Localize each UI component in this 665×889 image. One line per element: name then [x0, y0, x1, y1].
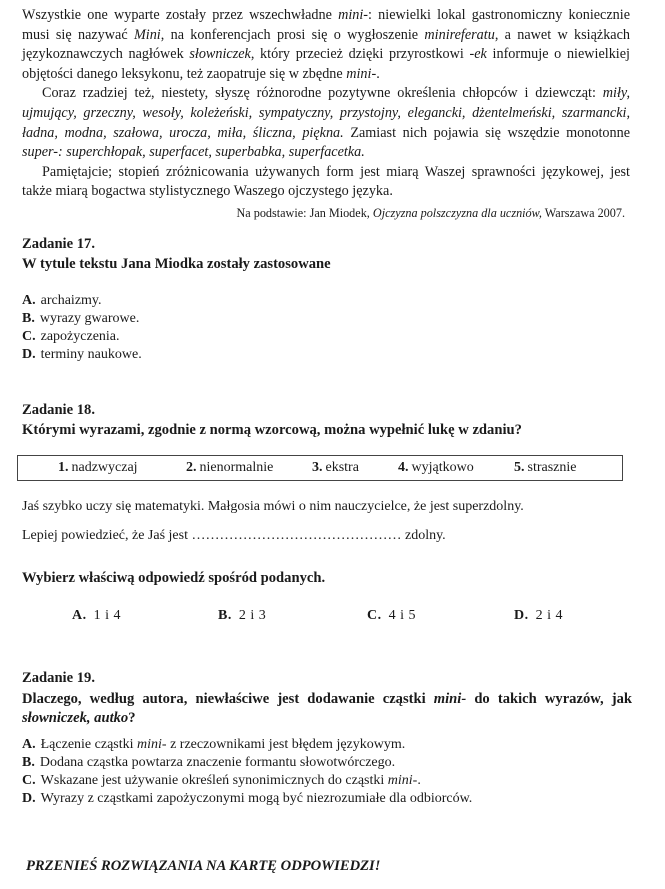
task-18-sentence-2: Lepiej powiedzieć, że Jaś jest ……………………………………… zdolny. — [22, 528, 446, 543]
passage-paragraph-2: Coraz rzadziej też, niestety, słyszę różnorodne pozytywne określenia chłopców i dziewcząt: miły, ujmujący, grzeczny, wesoły, koleżeński, sympatyczny, przystojny, elegancki, dżentelmeński, szarmancki, ładna, modna, szałowa, urocza, miła, śliczna, piękna. Zamiast nich pojawia się wszędzie monotonne super-: superchłopak, superfacet, superbabka, superfacetka. — [22, 85, 630, 161]
task-18-answer-b[interactable]: B. 2 i 3 — [218, 608, 267, 623]
task-17-option-c[interactable]: C. zapożyczenia. — [22, 329, 120, 344]
task-18-question: Którymi wyrazami, zgodnie z normą wzorcową, można wypełnić lukę w zdaniu? — [22, 422, 522, 438]
task-18-answer-c[interactable]: C. 4 i 5 — [367, 608, 417, 623]
word-bank-item: 3. ekstra — [312, 460, 359, 475]
task-19-option-a[interactable]: A. Łączenie cząstki mini- z rzeczownikami jest błędem językowym. — [22, 737, 406, 752]
word-bank-item: 1. nadzwyczaj — [58, 460, 138, 475]
task-19-question: Dlaczego, według autora, niewłaściwe jest dodawanie cząstki mini- do takich wyrazów, jak słowniczek, autko? — [22, 691, 632, 726]
task-18-instruction: Wybierz właściwą odpowiedź spośród podanych. — [22, 570, 326, 586]
word-bank-box — [17, 455, 623, 481]
task-17-question: W tytule tekstu Jana Miodka zostały zastosowane — [22, 256, 331, 272]
task-19-option-b[interactable]: B. Dodana cząstka powtarza znaczenie formantu słowotwórczego. — [22, 755, 396, 770]
passage-paragraph-1: Wszystkie one wyparte zostały przez wszechwładne mini-: niewielki lokal gastronomiczny koniecznie musi się nazywać Mini, na konferencjach prosi się o wygłoszenie minireferatu, a nawet w książkach językoznawczych nagłówek słowniczek, który przecież dzięki przyrostkowi -ek informuje o niewielkiej objętości danego leksykonu, też zaopatruje się w zbędne mini-. — [22, 7, 630, 82]
passage-paragraph-3: Pamiętajcie; stopień zróżnicowania używanych form jest miarą Waszej sprawności językowej, jest także miarą bogactwa stylistycznego Waszego ojczystego języka. — [22, 163, 630, 200]
task-18-answer-d[interactable]: D. 2 i 4 — [514, 608, 564, 623]
task-19-option-d[interactable]: D. Wyrazy z cząstkami zapożyczonymi mogą być niezrozumiałe dla odbiorców. — [22, 791, 473, 806]
word-bank-item: 4. wyjątkowo — [398, 460, 474, 475]
task-18-answer-a[interactable]: A. 1 i 4 — [72, 608, 122, 623]
word-bank-item: 5. strasznie — [514, 460, 577, 475]
task-18-heading: Zadanie 18. — [22, 402, 95, 418]
source-citation: Na podstawie: Jan Miodek, Ojczyzna polszczyzna dla uczniów, Warszawa 2007. — [236, 206, 625, 220]
task-17-option-a[interactable]: A. archaizmy. — [22, 293, 102, 308]
task-19-heading: Zadanie 19. — [22, 670, 95, 686]
transfer-answers-notice: PRZENIEŚ ROZWIĄZANIA NA KARTĘ ODPOWIEDZI! — [26, 858, 381, 874]
task-18-sentence-1: Jaś szybko uczy się matematyki. Małgosia mówi o nim nauczycielce, że jest superzdolny. — [22, 499, 524, 514]
task-17-heading: Zadanie 17. — [22, 236, 95, 252]
word-bank-item: 2. nienormalnie — [186, 460, 274, 475]
task-19-option-c[interactable]: C. Wskazane jest używanie określeń synonimicznych do cząstki mini-. — [22, 773, 421, 788]
task-17-option-d[interactable]: D. terminy naukowe. — [22, 347, 142, 362]
passage — [22, 6, 630, 202]
task-17-option-b[interactable]: B. wyrazy gwarowe. — [22, 311, 140, 326]
